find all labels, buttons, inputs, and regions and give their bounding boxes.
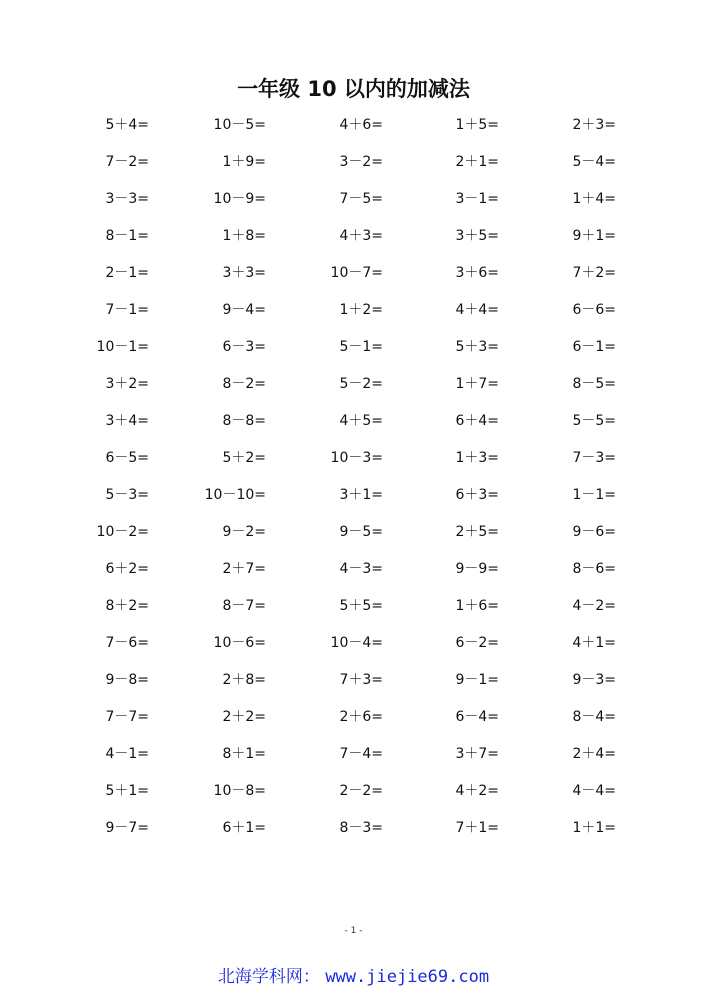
math-problem: 1＋5= xyxy=(455,117,499,133)
math-problem: 5＋3= xyxy=(455,339,499,355)
problem-row xyxy=(0,329,707,366)
math-problem: 5＋5= xyxy=(339,598,383,614)
problem-row xyxy=(0,403,707,440)
math-problem: 8＋2= xyxy=(105,598,149,614)
math-problem: 6－5= xyxy=(105,450,149,466)
math-problem: 2＋7= xyxy=(222,561,266,577)
math-problem: 8－7= xyxy=(222,598,266,614)
math-problem: 10－4= xyxy=(330,635,383,651)
math-problem: 7－2= xyxy=(105,154,149,170)
math-problem: 1＋2= xyxy=(339,302,383,318)
math-problem: 5－4= xyxy=(572,154,616,170)
math-problem: 3＋7= xyxy=(455,746,499,762)
math-problem: 9－5= xyxy=(339,524,383,540)
math-problem: 2＋5= xyxy=(455,524,499,540)
problem-row xyxy=(0,144,707,181)
math-problem: 10－3= xyxy=(330,450,383,466)
math-problem: 9－1= xyxy=(455,672,499,688)
math-problem: 4＋3= xyxy=(339,228,383,244)
math-problem: 7＋1= xyxy=(455,820,499,836)
problem-row xyxy=(0,477,707,514)
math-problem: 4＋1= xyxy=(572,635,616,651)
math-problem: 2＋4= xyxy=(572,746,616,762)
math-problem: 2＋2= xyxy=(222,709,266,725)
problem-row xyxy=(0,255,707,292)
math-problem: 6＋2= xyxy=(105,561,149,577)
math-problem: 4＋5= xyxy=(339,413,383,429)
math-problem: 9－3= xyxy=(572,672,616,688)
math-problem: 7－4= xyxy=(339,746,383,762)
math-problem: 10－6= xyxy=(213,635,266,651)
footer-url[interactable]: www.jiejie69.com xyxy=(325,967,490,987)
math-problem: 8＋1= xyxy=(222,746,266,762)
footer-site-name: 北海学科网： xyxy=(217,967,320,987)
problem-row xyxy=(0,773,707,810)
math-problem: 10－2= xyxy=(96,524,149,540)
problem-row xyxy=(0,440,707,477)
math-problem: 1＋6= xyxy=(455,598,499,614)
math-problem: 2＋3= xyxy=(572,117,616,133)
problem-row xyxy=(0,218,707,255)
math-problem: 3＋3= xyxy=(222,265,266,281)
math-problem: 3＋2= xyxy=(105,376,149,392)
math-problem: 3＋6= xyxy=(455,265,499,281)
math-problem: 8－8= xyxy=(222,413,266,429)
problem-row xyxy=(0,625,707,662)
math-problem: 5－3= xyxy=(105,487,149,503)
math-problem: 7－3= xyxy=(572,450,616,466)
problem-row xyxy=(0,366,707,403)
math-problem: 7－6= xyxy=(105,635,149,651)
problem-grid xyxy=(0,107,707,847)
math-problem: 9－9= xyxy=(455,561,499,577)
problem-row xyxy=(0,736,707,773)
math-problem: 10－10= xyxy=(204,487,266,503)
math-problem: 9－6= xyxy=(572,524,616,540)
math-problem: 4－4= xyxy=(572,783,616,799)
math-problem: 1＋3= xyxy=(455,450,499,466)
math-problem: 3＋4= xyxy=(105,413,149,429)
math-problem: 9－4= xyxy=(222,302,266,318)
problem-row xyxy=(0,588,707,625)
problem-row xyxy=(0,662,707,699)
math-problem: 2＋6= xyxy=(339,709,383,725)
math-problem: 3－2= xyxy=(339,154,383,170)
math-problem: 6－2= xyxy=(455,635,499,651)
math-problem: 5＋2= xyxy=(222,450,266,466)
problem-row xyxy=(0,810,707,847)
math-problem: 2＋1= xyxy=(455,154,499,170)
problem-row xyxy=(0,292,707,329)
math-problem: 8－4= xyxy=(572,709,616,725)
math-problem: 6－1= xyxy=(572,339,616,355)
math-problem: 6＋4= xyxy=(455,413,499,429)
math-problem: 6－4= xyxy=(455,709,499,725)
math-problem: 4－1= xyxy=(105,746,149,762)
math-problem: 5－1= xyxy=(339,339,383,355)
math-problem: 4＋6= xyxy=(339,117,383,133)
math-problem: 6＋1= xyxy=(222,820,266,836)
math-problem: 7－1= xyxy=(105,302,149,318)
math-problem: 10－8= xyxy=(213,783,266,799)
math-problem: 9＋1= xyxy=(572,228,616,244)
math-problem: 1＋1= xyxy=(572,820,616,836)
math-problem: 10－7= xyxy=(330,265,383,281)
problem-row xyxy=(0,107,707,144)
math-problem: 7－5= xyxy=(339,191,383,207)
math-problem: 2＋8= xyxy=(222,672,266,688)
math-problem: 9－7= xyxy=(105,820,149,836)
math-problem: 4－3= xyxy=(339,561,383,577)
math-problem: 5＋1= xyxy=(105,783,149,799)
math-problem: 9－8= xyxy=(105,672,149,688)
math-problem: 10－9= xyxy=(213,191,266,207)
math-problem: 8－1= xyxy=(105,228,149,244)
problem-row xyxy=(0,551,707,588)
math-problem: 8－5= xyxy=(572,376,616,392)
math-problem: 1＋7= xyxy=(455,376,499,392)
math-problem: 3－1= xyxy=(455,191,499,207)
math-problem: 1＋4= xyxy=(572,191,616,207)
math-problem: 8－3= xyxy=(339,820,383,836)
math-problem: 3－3= xyxy=(105,191,149,207)
footer-watermark xyxy=(0,964,707,990)
problem-row xyxy=(0,514,707,551)
math-problem: 6－6= xyxy=(572,302,616,318)
math-problem: 1－1= xyxy=(572,487,616,503)
math-problem: 1＋9= xyxy=(222,154,266,170)
math-problem: 2－1= xyxy=(105,265,149,281)
problem-row xyxy=(0,181,707,218)
math-problem: 4－2= xyxy=(572,598,616,614)
math-problem: 7＋3= xyxy=(339,672,383,688)
math-problem: 7＋2= xyxy=(572,265,616,281)
problem-row xyxy=(0,699,707,736)
math-problem: 2－2= xyxy=(339,783,383,799)
math-problem: 4＋4= xyxy=(455,302,499,318)
math-problem: 5－2= xyxy=(339,376,383,392)
math-problem: 10－1= xyxy=(96,339,149,355)
math-problem: 6＋3= xyxy=(455,487,499,503)
math-problem: 3＋1= xyxy=(339,487,383,503)
math-problem: 8－6= xyxy=(572,561,616,577)
page-title: 一年级 10 以内的加减法 xyxy=(237,77,470,101)
math-problem: 8－2= xyxy=(222,376,266,392)
page-number: - 1 - xyxy=(344,926,363,936)
math-problem: 9－2= xyxy=(222,524,266,540)
math-problem: 3＋5= xyxy=(455,228,499,244)
math-problem: 5－5= xyxy=(572,413,616,429)
math-problem: 10－5= xyxy=(213,117,266,133)
math-problem: 1＋8= xyxy=(222,228,266,244)
math-problem: 6－3= xyxy=(222,339,266,355)
math-problem: 4＋2= xyxy=(455,783,499,799)
math-problem: 7－7= xyxy=(105,709,149,725)
math-problem: 5＋4= xyxy=(105,117,149,133)
